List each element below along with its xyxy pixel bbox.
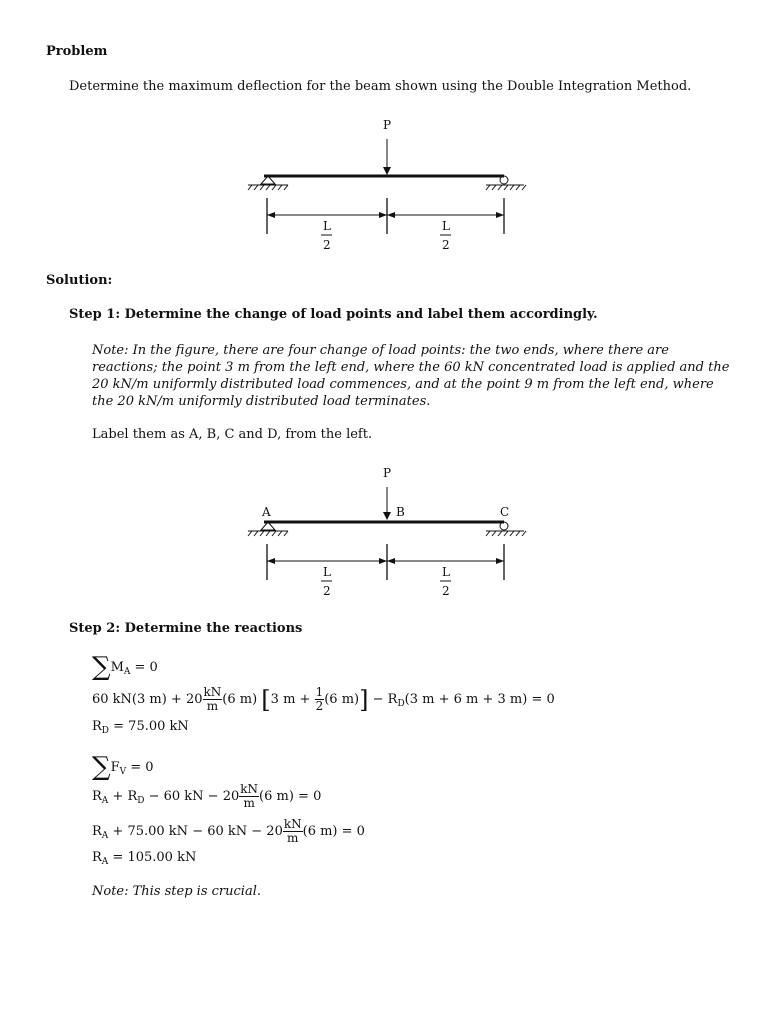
step1-label-text: Label them as A, B, C and D, from the left. <box>92 427 373 442</box>
span-label-l-left: L <box>323 565 331 579</box>
span-label-l-right: L <box>442 565 450 579</box>
rd-result: $R_D = 75.00$ kN <box>92 719 189 736</box>
point-label-a: A <box>262 505 271 519</box>
sum-force-equation: $\sum F_V = 0$ <box>92 752 154 782</box>
span-label-l-left: L <box>323 219 331 233</box>
moment-equation: 60 kN(3 m) + 20 $\frac{kN}{m}$ (6 m) [3 m + $\frac{1}{2}$ (6 $m)] - R_D(3$ m + 6 m + 3 m) = 0 <box>92 685 555 714</box>
ground-hatch-left <box>248 185 288 190</box>
load-arrow-head <box>383 167 391 175</box>
force-equation-2: $R_A + 75.00$ kN − 60 kN − 20 $\frac{kN}{m}$ (6 m) = 0 <box>92 817 365 845</box>
span-label-2-right: 2 <box>442 584 450 598</box>
step1-heading: Step 1: Determine the change of load points and label them accordingly. <box>69 307 598 322</box>
span-label-2-left: 2 <box>323 584 331 598</box>
ra-result: $R_A = 105.00$ kN <box>92 850 197 867</box>
final-note: Note: This step is crucial. <box>92 884 261 899</box>
force-equation-1: $R_A + R_D - 60$ kN − 20 $\frac{kN}{m}$ (6 m) = 0 <box>92 782 322 810</box>
span-label-2-left: 2 <box>323 238 331 252</box>
load-arrow-head <box>383 512 391 520</box>
sigma-symbol: ∑ <box>92 752 111 782</box>
load-label-p: P <box>383 466 392 480</box>
ground-hatch-right <box>486 185 526 190</box>
span-label-2-right: 2 <box>442 238 450 252</box>
problem-statement: Determine the maximum deflection for the beam shown using the Double Integration Method. <box>69 79 692 94</box>
step1-note: Note: In the figure, there are four change of load points: the two ends, where there are reactions; the point 3 m from the left end, where the 60 kN concentrated load is applied and the 20 kN/m uniformly distributed load commences, and at the point 9 m from the left end, where the 20 kN/m uniformly distributed load terminates. <box>92 343 730 409</box>
beam-figure-1 <box>240 112 530 264</box>
point-label-b: B <box>396 505 405 519</box>
sum-moment-equation: $\sum M_A = 0$ <box>92 652 158 682</box>
solution-heading: Solution: <box>46 273 113 288</box>
sigma-symbol: ∑ <box>92 652 111 682</box>
step2-heading: Step 2: Determine the reactions <box>69 621 303 636</box>
span-label-l-right: L <box>442 219 450 233</box>
beam-figure-2 <box>240 460 530 612</box>
load-label-p: P <box>383 118 392 132</box>
problem-heading: Problem <box>46 44 108 59</box>
ground-hatch-right <box>486 531 526 536</box>
ground-hatch-left <box>248 531 288 536</box>
point-label-c: C <box>500 505 510 519</box>
